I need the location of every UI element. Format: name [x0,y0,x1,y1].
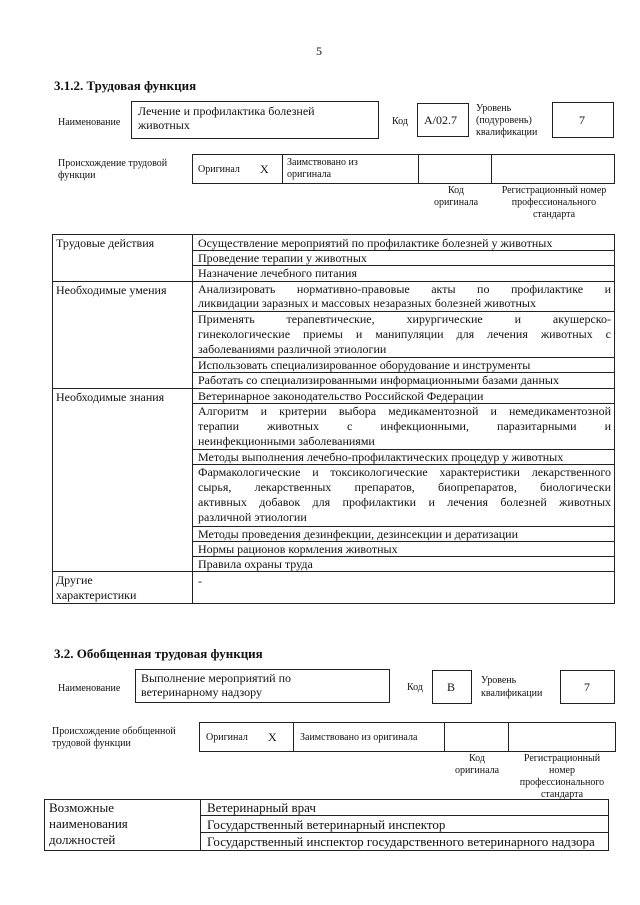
position-item: Государственный инспектор государственного ветеринарного надзора [207,834,595,849]
position-item: Государственный ветеринарный инспектор [207,817,446,832]
origin-label-line1: Происхождение трудовой [58,158,168,169]
other-label-line2: характеристики [56,588,137,602]
knowledge-4-line1: Фармакологические и токсикологические характеристики лекарственного [198,465,611,479]
skill-3: Использовать специализированное оборудование и инструменты [198,358,531,372]
origin-code-caption-line1: Код [469,753,485,764]
labor-action-item: Проведение терапии у животных [198,251,367,265]
divider [282,154,283,184]
divider [508,722,509,752]
reg-caption-line4: стандарта [540,789,584,800]
code-box [432,670,472,704]
row-line [52,571,615,572]
skills-label: Необходимые умения [56,283,167,297]
position-item: Ветеринарный врач [207,800,316,815]
row-line [200,815,609,816]
level-label-line3: квалификации [476,127,538,138]
general-function-name-line2: ветеринарному надзору [141,685,262,699]
reg-caption-line1: Регистрационный номер [501,185,607,196]
origin-label-line2: функции [58,170,96,181]
row-line [200,832,609,833]
divider [491,154,492,184]
divider [418,154,419,184]
origin-label-line1: Происхождение обобщенной [52,726,176,737]
other-label-line1: Другие [56,573,93,587]
positions-label-line1: Возможные [49,800,114,815]
knowledge-4-line3: активных добавок для профилактики и лечения болезней животных [198,495,611,509]
table-divider [200,799,201,851]
other-value: - [198,574,202,588]
reg-caption-line3: профессионального [519,777,605,788]
knowledge-6: Нормы рационов кормления животных [198,542,398,556]
section-heading-3-1-2: 3.1.2. Трудовая функция [54,78,197,93]
function-name-line1: Лечение и профилактика болезней [138,104,315,118]
reg-caption-line1: Регистрационный [523,753,601,764]
reg-caption-line2: профессионального [511,197,597,208]
level-label-line1: Уровень [481,675,517,686]
knowledge-7: Правила охраны труда [198,557,313,571]
positions-label-line3: должностей [49,832,116,847]
skill-1-line2: ликвидации заразных и массовых незаразных болезней животных [198,296,536,310]
code-value: A/02.7 [424,113,457,127]
skill-1-line1: Анализировать нормативно-правовые акты по профилактике и [198,282,611,296]
skill-2-line2: гинекологические приемы и манипуляции для лечения животных с [198,327,611,341]
skill-2-line1: Применять терапевтические, хирургические и акушерско- [198,312,611,326]
general-function-name-line1: Выполнение мероприятий по [141,671,292,685]
labor-action-item: Назначение лечебного питания [198,266,357,280]
skill-2-line3: заболеваниями различной этиологии [198,342,387,356]
knowledge-5: Методы проведения дезинфекции, дезинсекции и дератизации [198,527,519,541]
origin-code-caption-line1: Код [448,185,464,196]
original-label: Оригинал [198,164,240,175]
code-value: B [447,680,456,694]
level-box [560,670,615,704]
origin-row-box [192,154,615,184]
knowledge-1: Ветеринарное законодательство Российской Федерации [198,389,484,403]
labor-actions-label: Трудовые действия [56,236,155,250]
borrowed-label-line2: оригинала [287,169,332,180]
level-box [552,102,614,138]
name-label: Наименование [58,117,121,128]
page-number: 5 [316,44,322,58]
table-divider [192,234,193,604]
function-name-line2: животных [138,118,190,132]
knowledge-4-line4: различной этиологии [198,510,307,524]
code-box [417,103,469,137]
knowledge-2-line2: терапии животных с инфекционными, паразитарными и [198,419,611,433]
general-function-name-box [135,669,390,703]
function-name-box [131,101,379,139]
reg-caption-line2: номер [549,765,575,776]
borrowed-label: Заимствовано из оригинала [300,732,418,743]
positions-label-line2: наименования [49,816,128,831]
section-heading-3-2: 3.2. Обобщенная трудовая функция [54,646,263,661]
knowledge-4-line2: сырья, лекарственных препаратов, биопрепаратов, биологически [198,480,611,494]
origin-code-caption-line2: оригинала [454,765,500,776]
origin-label-line2: трудовой функции [52,738,131,749]
knowledge-3: Методы выполнения лечебно-профилактических процедур у животных [198,450,564,464]
labor-action-item: Осуществление мероприятий по профилактике болезней у животных [198,236,553,250]
reg-caption-line3: стандарта [532,209,576,220]
level-label-line2: (подуровень) [476,115,532,126]
origin-code-caption-line2: оригинала [433,197,479,208]
divider [444,722,445,752]
original-mark: X [268,730,277,744]
level-label-line1: Уровень [476,103,512,114]
level-label-line2: квалификации [481,688,543,699]
knowledge-2-line1: Алгоритм и критерии выбора медикаментозной и немедикаментозной [198,404,611,418]
code-label: Код [407,682,423,693]
original-mark: X [260,162,269,176]
knowledge-label: Необходимые знания [56,390,165,404]
knowledge-2-line3: неинфекционными заболеваниями [198,434,375,448]
skill-4: Работать со специализированными информационными базами данных [198,373,559,387]
level-value: 7 [579,113,585,127]
divider [293,722,294,752]
name-label: Наименование [58,683,121,694]
level-value: 7 [584,680,590,694]
borrowed-label-line1: Заимствовано из [287,157,358,168]
code-label: Код [392,116,408,127]
original-label: Оригинал [206,732,248,743]
